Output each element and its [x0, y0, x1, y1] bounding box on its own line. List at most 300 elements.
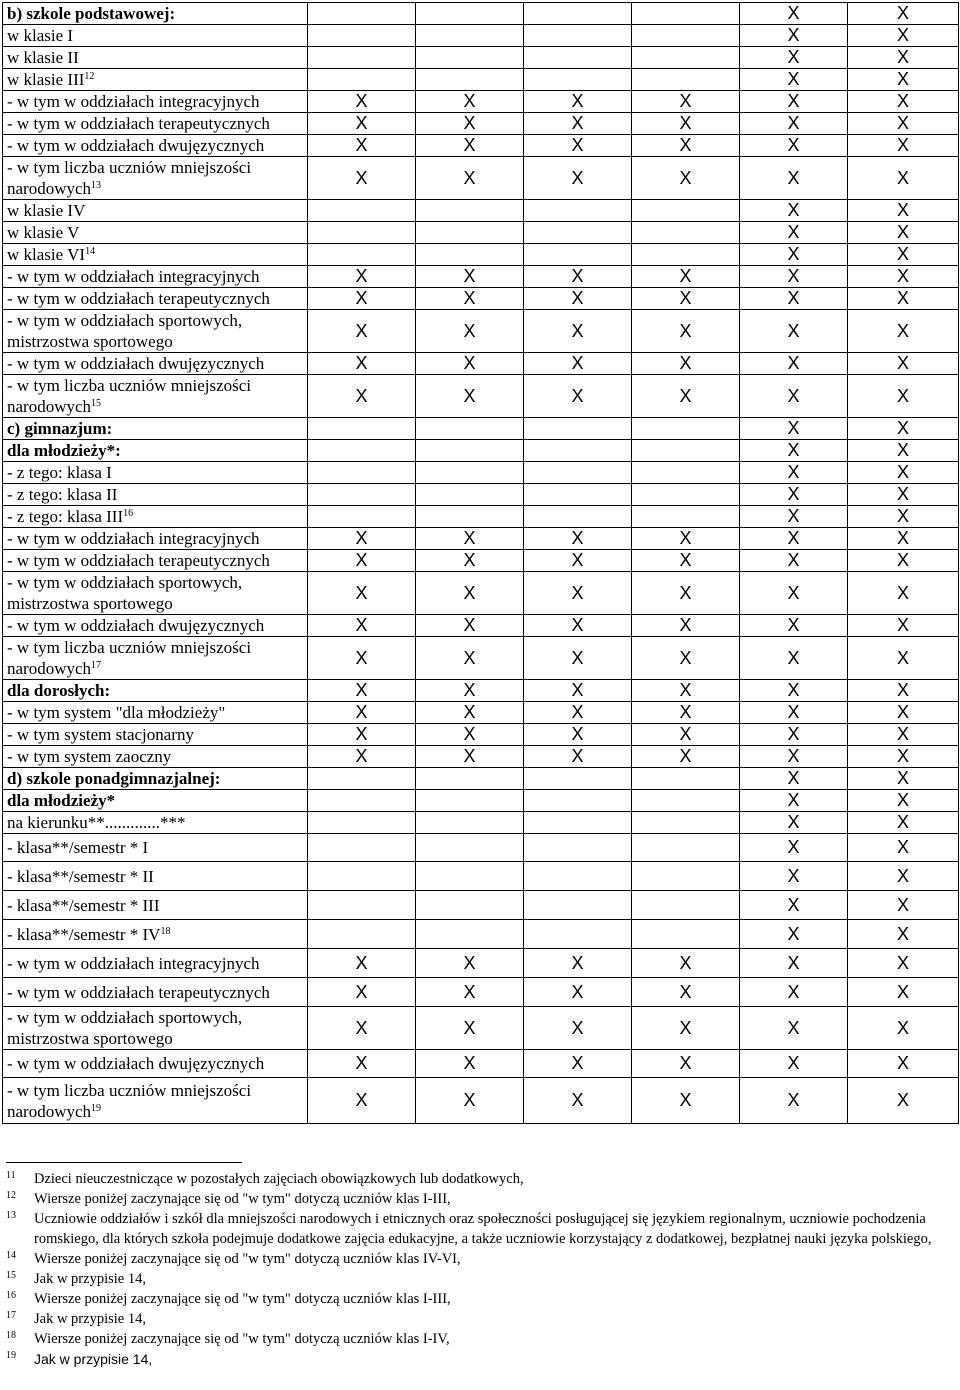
mark-cell: X — [848, 637, 959, 680]
row-label-text: - w tym w oddziałach sportowych, — [7, 311, 243, 330]
table-row — [3, 978, 959, 1007]
mark-cell: X — [524, 637, 632, 680]
mark-cell — [308, 812, 416, 834]
mark-cell: X — [740, 891, 848, 920]
mark-cell — [308, 418, 416, 440]
mark-cell: X — [740, 746, 848, 768]
mark-cell — [524, 47, 632, 69]
mark-cell: X — [740, 862, 848, 891]
footnote-number: 15 — [6, 1270, 16, 1281]
row-label-text: - z tego: klasa I — [7, 463, 112, 482]
footnote — [6, 1289, 956, 1309]
mark-cell: X — [848, 768, 959, 790]
row-label-text: b) szkole podstawowej: — [7, 4, 176, 23]
mark-cell: X — [308, 572, 416, 615]
table-row — [3, 724, 959, 746]
mark-cell: X — [848, 47, 959, 69]
mark-cell: X — [416, 702, 524, 724]
mark-cell — [416, 440, 524, 462]
mark-cell: X — [740, 113, 848, 135]
row-label-text: - z tego: klasa II — [7, 485, 118, 504]
footnote — [6, 1269, 956, 1289]
mark-cell: X — [740, 1078, 848, 1124]
table-row — [3, 113, 959, 135]
mark-cell: X — [740, 222, 848, 244]
mark-cell: X — [524, 680, 632, 702]
footnote-number: 14 — [6, 1250, 16, 1261]
table-row — [3, 244, 959, 266]
row-label-text: - w tym system stacjonarny — [7, 725, 194, 744]
mark-cell — [632, 920, 740, 949]
mark-cell: X — [848, 891, 959, 920]
mark-cell: X — [308, 949, 416, 978]
mark-cell: X — [308, 135, 416, 157]
footnote-ref: 17 — [91, 660, 102, 671]
row-label — [3, 572, 308, 615]
row-label — [3, 288, 308, 310]
row-label — [3, 69, 308, 91]
row-label-text: - w tym w oddziałach dwujęzycznych — [7, 1054, 265, 1073]
row-label-text: - klasa**/semestr * III — [7, 895, 160, 915]
row-label — [3, 462, 308, 484]
mark-cell: X — [308, 157, 416, 200]
mark-cell: X — [848, 949, 959, 978]
mark-cell — [308, 25, 416, 47]
mark-cell — [632, 790, 740, 812]
footnote — [6, 1169, 956, 1189]
row-label-text: na kierunku**.............*** — [7, 813, 186, 832]
table-row — [3, 768, 959, 790]
row-label-text: - w tym w oddziałach integracyjnych — [7, 953, 260, 973]
row-label-text: - w tym liczba uczniów mniejszości — [7, 638, 252, 657]
row-label-text: dla młodzieży* — [7, 791, 116, 810]
table-row — [3, 375, 959, 418]
footnote-text: Wiersze poniżej zaczynające się od "w tym" dotyczą uczniów klas I-III, — [34, 1291, 451, 1307]
row-label — [3, 891, 308, 920]
mark-cell: X — [848, 25, 959, 47]
mark-cell: X — [416, 572, 524, 615]
table-row — [3, 637, 959, 680]
mark-cell: X — [848, 572, 959, 615]
mark-cell: X — [308, 310, 416, 353]
row-label-text: - w tym w oddziałach integracyjnych — [7, 529, 260, 548]
mark-cell: X — [632, 91, 740, 113]
mark-cell — [308, 462, 416, 484]
mark-cell: X — [416, 157, 524, 200]
mark-cell: X — [848, 3, 959, 25]
row-label-text: w klasie III — [7, 70, 85, 89]
table-row — [3, 69, 959, 91]
footnote-ref: 16 — [123, 508, 134, 519]
mark-cell: X — [416, 135, 524, 157]
mark-cell — [308, 222, 416, 244]
mark-cell: X — [740, 1007, 848, 1050]
mark-cell: X — [632, 266, 740, 288]
mark-cell: X — [632, 157, 740, 200]
row-label-text: w klasie V — [7, 223, 80, 242]
mark-cell — [416, 484, 524, 506]
footnote-list — [6, 1169, 956, 1370]
mark-cell — [308, 862, 416, 891]
row-label — [3, 200, 308, 222]
mark-cell: X — [632, 353, 740, 375]
mark-cell: X — [524, 157, 632, 200]
mark-cell: X — [524, 375, 632, 418]
row-label-text: - w tym w oddziałach sportowych, — [7, 573, 243, 592]
footnote — [6, 1189, 956, 1209]
mark-cell: X — [524, 615, 632, 637]
mark-cell: X — [848, 418, 959, 440]
mark-cell: X — [632, 310, 740, 353]
row-label — [3, 637, 308, 680]
table-row — [3, 353, 959, 375]
table-row — [3, 550, 959, 572]
mark-cell: X — [416, 91, 524, 113]
footnote-number: 13 — [6, 1210, 16, 1221]
mark-cell: X — [848, 200, 959, 222]
mark-cell: X — [308, 746, 416, 768]
mark-cell — [632, 768, 740, 790]
row-label — [3, 550, 308, 572]
mark-cell — [632, 47, 740, 69]
row-label — [3, 375, 308, 418]
row-label-text: - w tym w oddziałach dwujęzycznych — [7, 616, 265, 635]
row-label — [3, 978, 308, 1007]
mark-cell: X — [632, 702, 740, 724]
mark-cell: X — [308, 680, 416, 702]
row-label-text: - w tym w oddziałach terapeutycznych — [7, 551, 270, 570]
mark-cell: X — [308, 550, 416, 572]
footnote-ref: 14 — [85, 246, 96, 257]
mark-cell — [524, 920, 632, 949]
mark-cell: X — [740, 418, 848, 440]
mark-cell: X — [848, 978, 959, 1007]
table-row — [3, 920, 959, 949]
mark-cell: X — [848, 834, 959, 862]
row-label-text: dla młodzieży*: — [7, 441, 121, 460]
mark-cell: X — [416, 266, 524, 288]
mark-cell: X — [848, 1007, 959, 1050]
footnote-text: Jak w przypisie 14, — [34, 1271, 146, 1287]
row-label — [3, 949, 308, 978]
mark-cell: X — [416, 1050, 524, 1078]
mark-cell: X — [308, 288, 416, 310]
row-label — [3, 768, 308, 790]
mark-cell: X — [416, 746, 524, 768]
mark-cell — [308, 506, 416, 528]
mark-cell: X — [524, 113, 632, 135]
mark-cell: X — [632, 615, 740, 637]
mark-cell: X — [524, 91, 632, 113]
mark-cell: X — [632, 572, 740, 615]
mark-cell — [632, 834, 740, 862]
mark-cell: X — [524, 572, 632, 615]
mark-cell: X — [632, 135, 740, 157]
row-label-text: - w tym liczba uczniów mniejszości — [7, 1080, 252, 1100]
mark-cell: X — [740, 310, 848, 353]
mark-cell: X — [524, 978, 632, 1007]
mark-cell: X — [308, 724, 416, 746]
row-label — [3, 3, 308, 25]
row-label — [3, 724, 308, 746]
mark-cell: X — [308, 1007, 416, 1050]
mark-cell: X — [524, 746, 632, 768]
row-label — [3, 91, 308, 113]
mark-cell: X — [740, 702, 848, 724]
mark-cell: X — [632, 637, 740, 680]
row-label-text: w klasie VI — [7, 245, 86, 264]
mark-cell: X — [740, 244, 848, 266]
mark-cell: X — [632, 724, 740, 746]
footnotes — [6, 1162, 956, 1370]
row-label — [3, 790, 308, 812]
mark-cell: X — [416, 528, 524, 550]
mark-cell: X — [416, 375, 524, 418]
footnote-text: Uczniowie oddziałów i szkół dla mniejszości narodowych i etnicznych oraz społeczności posługującej się językiem regionalnym, uczniowie pochodzenia romskiego, dla których szkoła podejmuje dodatkowe zajęcia edukacyjne, a także uczniowie korzystający z dodatkowej, bezpłatnej nauki języka polskiego, — [34, 1211, 932, 1247]
table-row — [3, 25, 959, 47]
mark-cell — [524, 244, 632, 266]
table-row — [3, 157, 959, 200]
footnote-number: 11 — [6, 1170, 16, 1181]
mark-cell — [416, 862, 524, 891]
footnote — [6, 1249, 956, 1269]
table-row — [3, 462, 959, 484]
mark-cell: X — [524, 528, 632, 550]
mark-cell — [416, 812, 524, 834]
mark-cell: X — [524, 1050, 632, 1078]
mark-cell: X — [848, 484, 959, 506]
table-row — [3, 746, 959, 768]
mark-cell: X — [308, 637, 416, 680]
row-label — [3, 702, 308, 724]
mark-cell — [416, 200, 524, 222]
mark-cell: X — [740, 25, 848, 47]
table-row — [3, 812, 959, 834]
row-label — [3, 615, 308, 637]
row-label-text-line2: mistrzostwa sportowego — [7, 332, 173, 351]
row-label — [3, 418, 308, 440]
mark-cell — [308, 891, 416, 920]
mark-cell — [632, 25, 740, 47]
footnote-text: Wiersze poniżej zaczynające się od "w tym" dotyczą uczniów klas I-IV, — [34, 1331, 450, 1347]
mark-cell: X — [632, 1050, 740, 1078]
footnote-number: 12 — [6, 1190, 16, 1201]
mark-cell: X — [848, 724, 959, 746]
mark-cell — [308, 920, 416, 949]
mark-cell: X — [416, 288, 524, 310]
mark-cell — [524, 462, 632, 484]
mark-cell — [524, 484, 632, 506]
mark-cell — [308, 834, 416, 862]
mark-cell: X — [740, 637, 848, 680]
mark-cell: X — [740, 978, 848, 1007]
mark-cell: X — [416, 310, 524, 353]
footnote-number: 19 — [6, 1350, 16, 1361]
footnote-number: 16 — [6, 1290, 16, 1301]
table-row — [3, 484, 959, 506]
row-label — [3, 310, 308, 353]
mark-cell — [308, 47, 416, 69]
mark-cell: X — [740, 91, 848, 113]
table-row — [3, 266, 959, 288]
mark-cell — [632, 69, 740, 91]
mark-cell: X — [740, 724, 848, 746]
mark-cell: X — [740, 266, 848, 288]
mark-cell: X — [308, 353, 416, 375]
mark-cell — [524, 768, 632, 790]
mark-cell — [416, 3, 524, 25]
mark-cell: X — [416, 949, 524, 978]
mark-cell — [416, 25, 524, 47]
mark-cell: X — [848, 550, 959, 572]
data-table — [2, 2, 959, 1124]
row-label — [3, 157, 308, 200]
row-label — [3, 746, 308, 768]
row-label — [3, 862, 308, 891]
mark-cell: X — [740, 768, 848, 790]
footnote — [6, 1309, 956, 1329]
mark-cell: X — [848, 702, 959, 724]
row-label-text: w klasie I — [7, 26, 74, 45]
mark-cell: X — [524, 353, 632, 375]
footnote — [6, 1349, 956, 1370]
row-label-text: - w tym w oddziałach integracyjnych — [7, 267, 260, 286]
mark-cell: X — [740, 353, 848, 375]
mark-cell — [524, 891, 632, 920]
table-row — [3, 200, 959, 222]
row-label — [3, 1078, 308, 1124]
mark-cell: X — [416, 680, 524, 702]
row-label — [3, 222, 308, 244]
mark-cell: X — [416, 615, 524, 637]
mark-cell: X — [848, 462, 959, 484]
footnote — [6, 1329, 956, 1349]
footnote — [6, 1209, 956, 1249]
row-label-text: - w tym w oddziałach dwujęzycznych — [7, 354, 265, 373]
mark-cell — [524, 200, 632, 222]
mark-cell: X — [740, 572, 848, 615]
table-row — [3, 949, 959, 978]
table-row — [3, 1078, 959, 1124]
mark-cell: X — [524, 1007, 632, 1050]
mark-cell — [524, 418, 632, 440]
mark-cell — [524, 834, 632, 862]
mark-cell: X — [308, 702, 416, 724]
row-label-text-line2: narodowych — [7, 397, 92, 416]
mark-cell — [308, 69, 416, 91]
mark-cell: X — [524, 702, 632, 724]
mark-cell: X — [740, 69, 848, 91]
mark-cell: X — [740, 484, 848, 506]
mark-cell: X — [416, 550, 524, 572]
mark-cell: X — [416, 113, 524, 135]
mark-cell — [632, 418, 740, 440]
mark-cell — [416, 222, 524, 244]
mark-cell: X — [524, 310, 632, 353]
mark-cell — [416, 69, 524, 91]
row-label — [3, 266, 308, 288]
row-label-text-line2: mistrzostwa sportowego — [7, 594, 173, 613]
row-label-text: - w tym w oddziałach integracyjnych — [7, 92, 260, 111]
mark-cell — [524, 790, 632, 812]
mark-cell: X — [632, 1007, 740, 1050]
mark-cell — [632, 812, 740, 834]
footnote-ref: 15 — [91, 398, 102, 409]
row-label-text: w klasie II — [7, 48, 79, 67]
mark-cell: X — [740, 375, 848, 418]
mark-cell: X — [308, 113, 416, 135]
mark-cell: X — [740, 157, 848, 200]
mark-cell — [416, 418, 524, 440]
mark-cell: X — [416, 637, 524, 680]
table-row — [3, 506, 959, 528]
mark-cell: X — [848, 615, 959, 637]
row-label-text: c) gimnazjum: — [7, 419, 113, 438]
mark-cell: X — [632, 528, 740, 550]
row-label — [3, 244, 308, 266]
mark-cell: X — [524, 135, 632, 157]
mark-cell: X — [848, 812, 959, 834]
mark-cell: X — [848, 288, 959, 310]
table-row — [3, 891, 959, 920]
mark-cell: X — [740, 3, 848, 25]
mark-cell — [416, 920, 524, 949]
table-row — [3, 222, 959, 244]
mark-cell: X — [848, 440, 959, 462]
mark-cell: X — [308, 615, 416, 637]
mark-cell: X — [524, 288, 632, 310]
mark-cell — [416, 891, 524, 920]
row-label — [3, 135, 308, 157]
mark-cell — [308, 484, 416, 506]
mark-cell: X — [524, 266, 632, 288]
footnote-separator — [6, 1162, 242, 1163]
table-row — [3, 528, 959, 550]
mark-cell: X — [740, 790, 848, 812]
row-label — [3, 1050, 308, 1078]
mark-cell: X — [740, 812, 848, 834]
mark-cell: X — [740, 680, 848, 702]
mark-cell: X — [740, 288, 848, 310]
mark-cell: X — [740, 550, 848, 572]
mark-cell: X — [308, 1078, 416, 1124]
mark-cell: X — [740, 462, 848, 484]
table-row — [3, 1007, 959, 1050]
mark-cell: X — [848, 113, 959, 135]
mark-cell: X — [740, 47, 848, 69]
mark-cell: X — [632, 375, 740, 418]
mark-cell — [632, 200, 740, 222]
mark-cell: X — [308, 91, 416, 113]
mark-cell: X — [740, 200, 848, 222]
mark-cell — [632, 484, 740, 506]
mark-cell: X — [848, 790, 959, 812]
table-row — [3, 834, 959, 862]
mark-cell: X — [416, 724, 524, 746]
table-row — [3, 615, 959, 637]
mark-cell: X — [740, 135, 848, 157]
row-label — [3, 25, 308, 47]
mark-cell: X — [740, 506, 848, 528]
mark-cell: X — [848, 353, 959, 375]
table-row — [3, 680, 959, 702]
mark-cell: X — [308, 375, 416, 418]
row-label — [3, 484, 308, 506]
footnote-ref: 13 — [91, 180, 102, 191]
footnote-ref: 18 — [160, 925, 171, 937]
row-label — [3, 920, 308, 949]
mark-cell — [524, 222, 632, 244]
